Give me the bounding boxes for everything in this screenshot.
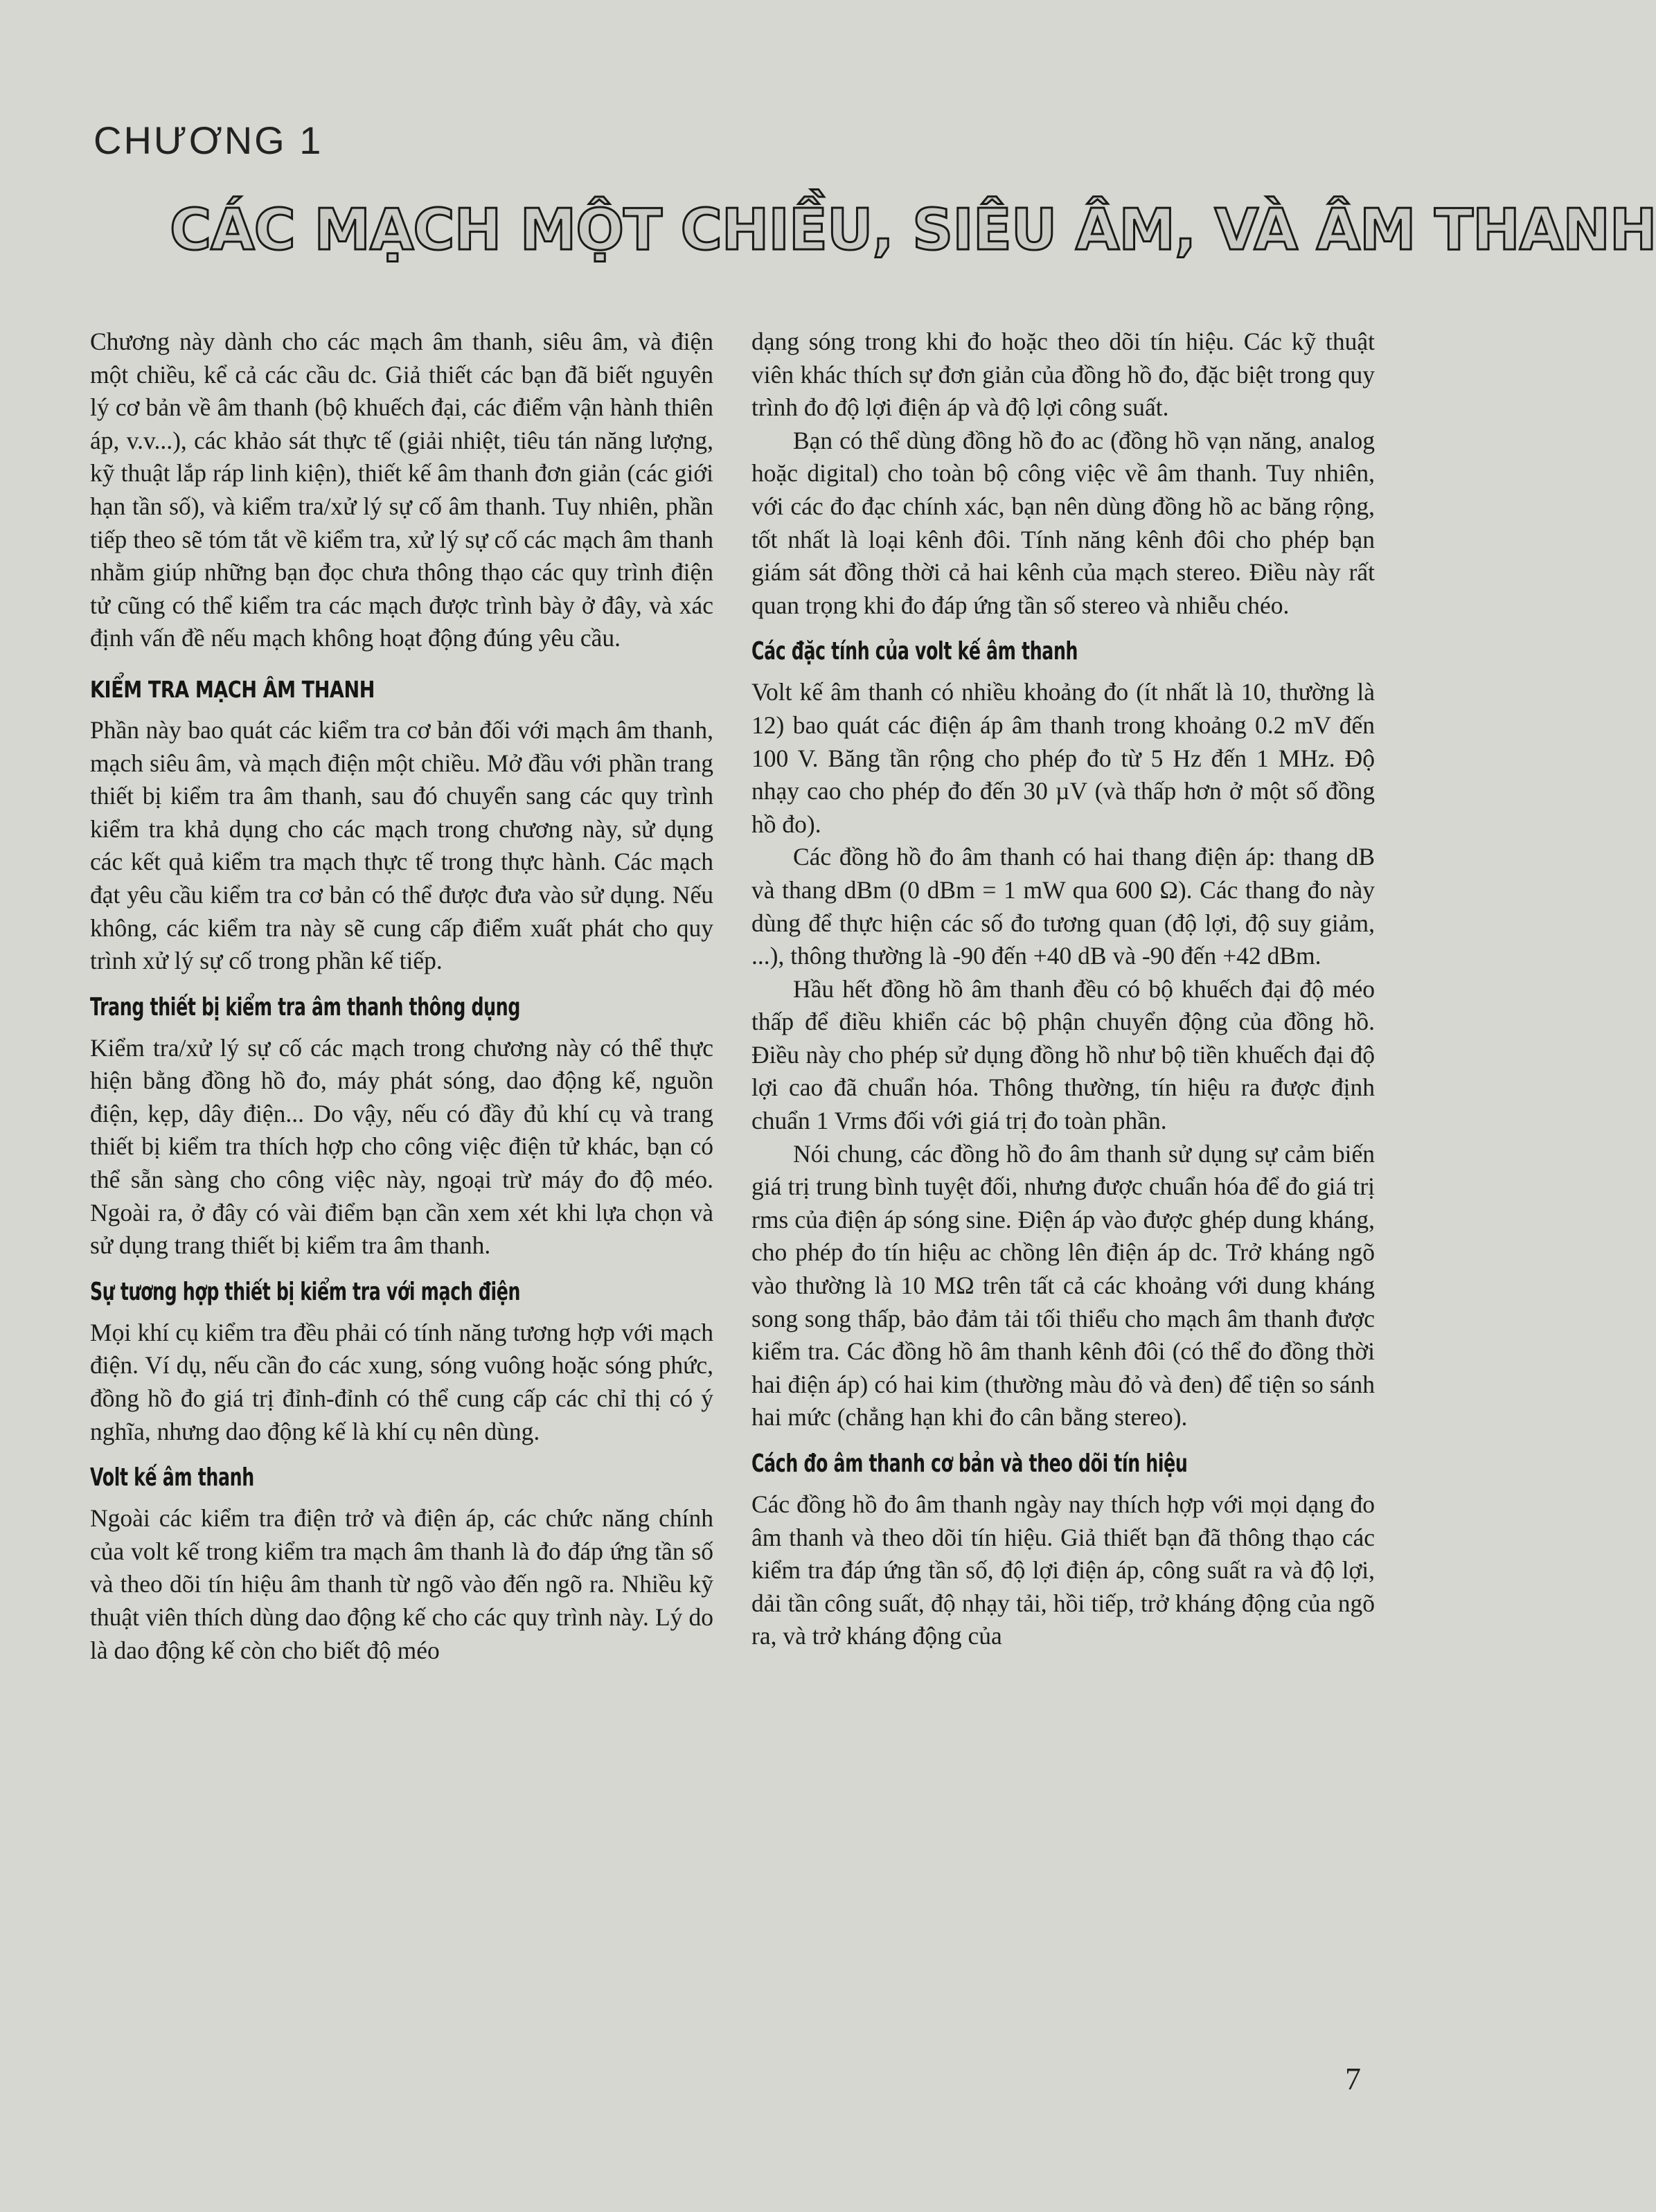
chapter-label: CHƯƠNG 1 — [94, 118, 323, 162]
chapter-title: CÁC MẠCH MỘT CHIỀU, SIÊU ÂM, VÀ ÂM THANH — [170, 197, 1656, 263]
section-heading-kiem-tra: KIỂM TRA MẠCH ÂM THANH — [90, 675, 375, 703]
left-column — [90, 325, 713, 1667]
subheading-trang-thiet-bi: Trang thiết bị kiểm tra âm thanh thông dụng — [90, 992, 521, 1022]
paragraph-continued-2: Bạn có thể dùng đồng hồ đo ac (đồng hồ vạn năng, analog hoặc digital) cho toàn bộ công việc về âm thanh. Tuy nhiên, với các đo đạc chính xác, bạn nên dùng đồng hồ ac băng rộng, tốt nhất là loại kênh đôi. Tính năng kênh đôi cho phép bạn giám sát đồng thời cả hai kênh của mạch stereo. Điều này rất quan trọng khi đo đáp ứng tần số stereo và nhiễu chéo. — [751, 426, 1375, 619]
subheading-volt-ke: Volt kế âm thanh — [90, 1463, 254, 1492]
subheading-cach-do: Cách đo âm thanh cơ bản và theo dõi tín hiệu — [751, 1450, 1188, 1478]
paragraph-dac-tinh-1: Volt kế âm thanh có nhiều khoảng đo (ít nhất là 10, thường là 12) bao quát các điện áp âm thanh trong khoảng 0.2 mV đến 100 V. Băng tần rộng cho phép đo từ 5 Hz đến 1 MHz. Độ nhạy cao cho phép đo đến 30 µV (và thấp hơn ở một số đồng hồ đo). — [751, 678, 1375, 838]
paragraph-continued-1: dạng sóng trong khi đo hoặc theo dõi tín hiệu. Các kỹ thuật viên khác thích sự đơn giản của đồng hồ đo, đặc biệt trong quy trình đo độ lợi điện áp và độ lợi công suất. — [751, 328, 1375, 422]
subheading-dac-tinh: Các đặc tính của volt kế âm thanh — [751, 637, 1078, 666]
paragraph-volt-ke: Ngoài các kiểm tra điện trở và điện áp, các chức năng chính của volt kế trong kiểm tra mạch âm thanh là đo đáp ứng tần số và theo dõi tín hiệu âm thanh từ ngõ vào đến ngõ ra. Nhiều kỹ thuật viên thích dùng dao động kế cho các quy trình này. Lý do là dao động kế còn cho biết độ méo — [90, 1504, 713, 1664]
paragraph-tuong-hop: Mọi khí cụ kiểm tra đều phải có tính năng tương hợp với mạch điện. Ví dụ, nếu cần đo các xung, sóng vuông hoặc sóng phức, đồng hồ đo giá trị đỉnh-đỉnh có thể cung cấp các chỉ thị có ý nghĩa, nhưng dao động kế là khí cụ nên dùng. — [90, 1318, 713, 1445]
paragraph-dac-tinh-2: Các đồng hồ đo âm thanh có hai thang điện áp: thang dB và thang dBm (0 dBm = 1 mW qua 600 Ω). Các thang đo này dùng để thực hiện các số đo tương quan (độ lợi, độ suy giảm, ...), thông thường là -90 đến +40 dB và -90 đến +42 dBm. — [751, 843, 1375, 970]
paragraph-dac-tinh-4: Nói chung, các đồng hồ đo âm thanh sử dụng sự cảm biến giá trị trung bình tuyệt đối, nhưng được chuẩn hóa để đo giá trị rms của điện áp sóng sine. Điện áp vào được ghép dung kháng, cho phép đo tín hiệu ac chồng lên điện áp dc. Trở kháng ngõ vào thường là 10 MΩ trên tất cả các khoảng với dung kháng song song thấp, bảo đảm tải tối thiểu cho mạch âm thanh được kiểm tra. Các đồng hồ âm thanh kênh đôi (có thể đo đồng thời hai điện áp) có hai kim (thường màu đỏ và đen) để tiện so sánh hai mức (chẳng hạn khi đo cân bằng stereo). — [751, 1139, 1375, 1431]
page-number: 7 — [1345, 2061, 1361, 2096]
paragraph-trang-thiet-bi: Kiểm tra/xử lý sự cố các mạch trong chương này có thể thực hiện bằng đồng hồ đo, máy phát sóng, dao động kế, nguồn điện, kẹp, dây điện... Do vậy, nếu có đầy đủ khí cụ và trang thiết bị kiểm tra thích hợp cho công việc điện tử khác, bạn có thể sẵn sàng cho công việc này, ngoại trừ máy đo độ méo. Ngoài ra, ở đây có vài điểm bạn cần xem xét khi lựa chọn và sử dụng trang thiết bị kiểm tra âm thanh. — [90, 1033, 713, 1260]
paragraph-cach-do: Các đồng hồ đo âm thanh ngày nay thích hợp với mọi dạng đo âm thanh và theo dõi tín hiệu. Giả thiết bạn đã thông thạo các kiểm tra đáp ứng tần số, độ lợi điện áp, công suất ra và độ lợi, dải tần công suất, độ nhạy tải, hồi tiếp, trở kháng động của ngõ ra, và trở kháng động của — [751, 1490, 1375, 1650]
subheading-tuong-hop: Sự tương hợp thiết bị kiểm tra với mạch điện — [90, 1277, 521, 1306]
intro-paragraph: Chương này dành cho các mạch âm thanh, siêu âm, và điện một chiều, kể cả các cầu dc. Giả thiết các bạn đã biết nguyên lý cơ bản về âm thanh (bộ khuếch đại, các điểm vận hành thiên áp, v.v...), các khảo sát thực tế (giải nhiệt, tiêu tán năng lượng, kỹ thuật lắp ráp linh kiện), thiết kế âm thanh đơn giản (các giới hạn tần số), và kiểm tra/xử lý sự cố âm thanh. Tuy nhiên, phần tiếp theo sẽ tóm tắt về kiểm tra, xử lý sự cố các mạch âm thanh nhằm giúp những bạn đọc chưa thông thạo các quy trình điện tử cũng có thể kiểm tra các mạch được trình bày ở đây, và xác định vấn đề nếu mạch không hoạt động đúng yêu cầu. — [90, 328, 713, 652]
right-column — [751, 325, 1375, 1653]
paragraph-kiem-tra: Phần này bao quát các kiểm tra cơ bản đối với mạch âm thanh, mạch siêu âm, và mạch điện một chiều. Mở đầu với phần trang thiết bị kiểm tra âm thanh, sau đó chuyển sang các quy trình kiểm tra khả dụng cho các mạch trong chương này, sử dụng các kết quả kiểm tra mạch thực tế trong thực hành. Các mạch đạt yêu cầu kiểm tra cơ bản có thể được đưa vào sử dụng. Nếu không, các kiểm tra này sẽ cung cấp điểm xuất phát cho quy trình xử lý sự cố trong phần kế tiếp. — [90, 715, 713, 975]
paragraph-dac-tinh-3: Hầu hết đồng hồ âm thanh đều có bộ khuếch đại độ méo thấp để điều khiển các bộ phận chuyển động của đồng hồ. Điều này cho phép sử dụng đồng hồ như bộ tiền khuếch đại độ lợi cao đã chuẩn hóa. Thông thường, tín hiệu ra được định chuẩn 1 Vrms đối với giá trị đo toàn phần. — [751, 974, 1375, 1135]
